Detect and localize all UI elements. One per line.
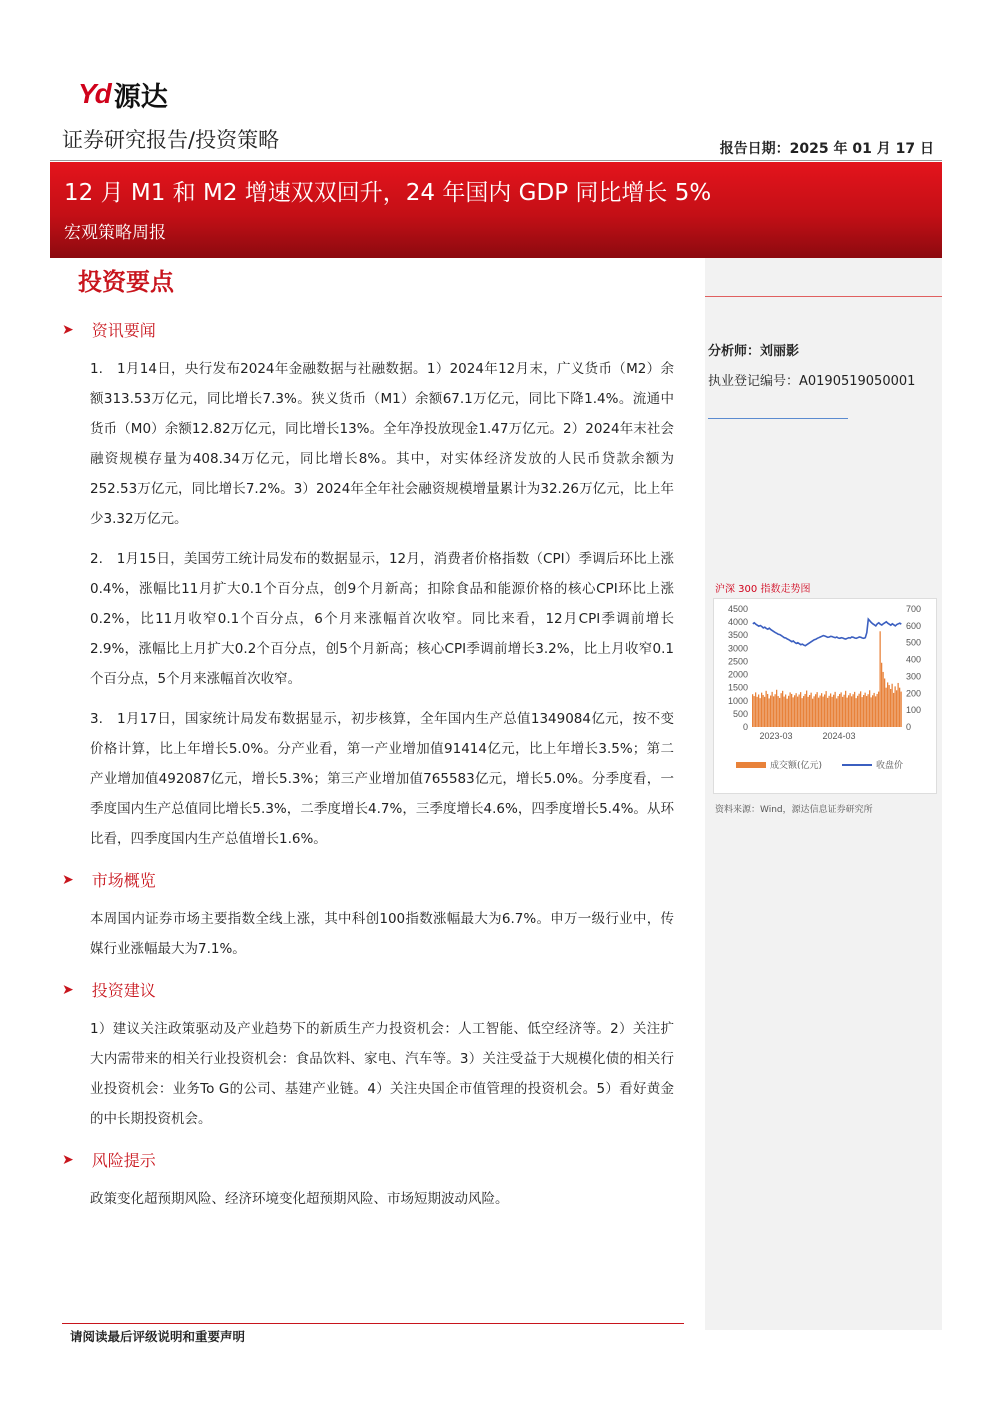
- volume-bar: [853, 694, 854, 727]
- volume-bar: [800, 692, 801, 727]
- volume-bar: [818, 698, 819, 727]
- volume-bar: [829, 696, 830, 727]
- volume-bar: [839, 694, 840, 727]
- section-heading-risk: [62, 1148, 156, 1171]
- volume-bar: [842, 697, 843, 727]
- volume-bar: [821, 693, 822, 727]
- section-main-title: 投资要点: [78, 268, 174, 296]
- volume-bar: [778, 696, 779, 727]
- market-paragraph: 本周国内证券市场主要指数全线上涨，其中科创100指数涨幅最大为6.7%。申万一级行业中，传媒行业涨幅最大为7.1%。: [90, 911, 674, 957]
- volume-bar: [796, 693, 797, 727]
- company-logo: [78, 78, 168, 113]
- analyst-name: 分析师：刘丽影: [708, 344, 800, 359]
- volume-bar: [764, 697, 765, 727]
- news-paragraph-1: 1. 1月14日，央行发布2024年金融数据与社融数据。1）2024年12月末，广义货币（M2）余额313.53万亿元，同比增长7.3%。狭义货币（M1）余额67.1万亿元，同比下降1.4%。流通中货币（M0）余额12.82万亿元，同比增长13%。全年净投放现金1.47万亿元。2）2024年末社会融资规模存量为408.34万亿元，同比增长8%。其中，对实体经济发放的人民币贷款余额为252.53万亿元，同比增长7.2%。3）2024年全年社会融资规模增量累计为32.26万亿元，比上年少3.32万亿元。: [90, 361, 674, 527]
- section-heading-advice: [62, 978, 156, 1001]
- volume-bar: [790, 692, 791, 727]
- volume-bar: [793, 697, 794, 727]
- volume-bar: [869, 690, 870, 727]
- volume-bar: [890, 689, 891, 727]
- volume-bar: [896, 690, 897, 727]
- y-right-tick-label: 300: [906, 671, 922, 682]
- volume-bar: [893, 693, 894, 727]
- volume-bar: [791, 694, 792, 727]
- volume-bar: [886, 688, 887, 727]
- volume-bar: [767, 694, 768, 727]
- volume-bar: [883, 672, 884, 727]
- volume-bar: [901, 692, 902, 727]
- y-right-tick-label: 600: [906, 620, 922, 631]
- volume-bar: [862, 697, 863, 727]
- volume-bar: [781, 693, 782, 727]
- volume-bar: [776, 690, 777, 727]
- y-right-tick-label: 700: [906, 604, 922, 614]
- volume-bar: [823, 697, 824, 727]
- y-left-tick-label: 4000: [727, 617, 748, 628]
- arrow-icon: ➤: [62, 1151, 74, 1168]
- section-heading-label: 市场概览: [91, 871, 156, 890]
- volume-bar: [814, 696, 815, 727]
- news-paragraph-3: 3. 1月17日，国家统计局发布数据显示，初步核算，全年国内生产总值1349084亿元，按不变价格计算，比上年增长5.0%。分产业看，第一产业增加值91414亿元，比上年增长3.5%；第二产业增加值492087亿元，增长5.3%；第三产业增加值765583亿元，增长5.0%。分季度看，一季度国内生产总值同比增长5.3%，二季度增长4.7%，三季度增长4.6%，四季度增长5.4%。从环比看，四季度国内生产总值增长1.6%。: [90, 711, 674, 847]
- volume-bar: [877, 694, 878, 727]
- volume-bar: [820, 696, 821, 727]
- volume-bar: [860, 691, 861, 727]
- legend-label-volume: 成交额(亿元): [770, 761, 823, 771]
- close-price-line: [753, 619, 902, 646]
- report-title: 12 月 M1 和 M2 增速双双回升，24 年国内 GDP 同比增长 5%: [64, 180, 712, 206]
- volume-bar: [769, 698, 770, 727]
- footer-divider: [62, 1323, 684, 1324]
- x-tick-label: 2024-03: [822, 731, 856, 741]
- section-heading-news: [62, 318, 156, 341]
- y-right-tick-label: 400: [906, 654, 922, 665]
- volume-bar: [782, 691, 783, 727]
- section-heading-label: 资讯要闻: [91, 321, 156, 340]
- volume-bar: [848, 695, 849, 727]
- csi300-chart: [714, 599, 936, 793]
- arrow-icon: ➤: [62, 981, 74, 998]
- volume-bar: [884, 678, 885, 727]
- y-left-tick-label: 0: [742, 722, 748, 732]
- volume-bar: [803, 696, 804, 727]
- volume-bar: [838, 696, 839, 727]
- volume-bar: [830, 693, 831, 727]
- volume-bar: [779, 698, 780, 727]
- volume-bar: [761, 693, 762, 727]
- volume-bar: [878, 692, 879, 727]
- chart-source: 资料来源：Wind，源达信息证券研究所: [715, 805, 873, 815]
- volume-bar: [863, 695, 864, 727]
- volume-bar: [857, 696, 858, 727]
- volume-bar: [772, 692, 773, 727]
- volume-bar: [770, 696, 771, 727]
- y-right-tick-label: 200: [906, 688, 922, 699]
- volume-bar: [766, 691, 767, 727]
- volume-bar: [787, 699, 788, 727]
- risk-paragraph: 政策变化超预期风险、经济环境变化超预期风险、市场短期波动风险。: [90, 1191, 509, 1207]
- volume-bar: [775, 694, 776, 727]
- volume-bar: [899, 688, 900, 727]
- volume-bar: [758, 694, 759, 727]
- volume-bar: [844, 695, 845, 727]
- volume-bar: [833, 695, 834, 727]
- volume-bar: [811, 693, 812, 727]
- volume-bar: [785, 694, 786, 727]
- footer-disclaimer: 请阅读最后评级说明和重要声明: [70, 1329, 246, 1344]
- volume-bar: [827, 698, 828, 727]
- y-left-tick-label: 3500: [727, 630, 748, 641]
- y-left-tick-label: 2000: [727, 669, 748, 680]
- volume-bar: [757, 697, 758, 727]
- volume-bar: [889, 685, 890, 727]
- volume-bar: [752, 694, 753, 727]
- sidebar-blue-divider: [708, 418, 848, 419]
- arrow-icon: ➤: [62, 871, 74, 888]
- volume-bar: [871, 697, 872, 727]
- volume-bar: [826, 691, 827, 727]
- volume-bar: [763, 695, 764, 727]
- sidebar: [705, 258, 942, 1330]
- y-left-tick-label: 3000: [727, 643, 748, 654]
- sidebar-divider: [705, 296, 942, 297]
- y-right-tick-label: 0: [906, 722, 912, 732]
- volume-bar: [865, 693, 866, 727]
- volume-bar: [850, 693, 851, 727]
- volume-bar: [812, 699, 813, 727]
- volume-bar: [845, 691, 846, 727]
- y-right-tick-label: 500: [906, 637, 922, 648]
- volume-bar: [887, 682, 888, 727]
- volume-bar: [836, 698, 837, 727]
- arrow-icon: ➤: [62, 321, 74, 338]
- volume-bar: [755, 692, 756, 727]
- volume-bar: [880, 631, 881, 727]
- volume-bar: [784, 697, 785, 727]
- volume-bar: [866, 696, 867, 727]
- logo-name: 源达: [113, 81, 168, 113]
- volume-bar: [799, 694, 800, 727]
- volume-bar: [797, 697, 798, 727]
- volume-bar: [872, 695, 873, 727]
- volume-bar: [805, 694, 806, 727]
- volume-bar: [892, 684, 893, 727]
- volume-bar: [773, 696, 774, 727]
- volume-bar: [808, 697, 809, 727]
- volume-bar: [895, 686, 896, 727]
- y-right-tick-label: 100: [906, 705, 922, 716]
- chart-title: 沪深 300 指数走势图: [715, 584, 811, 595]
- volume-bar: [824, 694, 825, 727]
- volume-bar: [809, 695, 810, 727]
- logo-mark: Yd: [78, 78, 110, 109]
- section-heading-label: 投资建议: [91, 981, 156, 1000]
- y-left-tick-label: 1500: [727, 682, 748, 693]
- report-date: 报告日期：2025 年 01 月 17 日: [719, 141, 934, 157]
- volume-bar: [874, 693, 875, 727]
- advice-paragraph: 1）建议关注政策驱动及产业趋势下的新质生产力投资机会：人工智能、低空经济等。2）关注扩大内需带来的相关行业投资机会：食品饮料、家电、汽车等。3）关注受益于大规模化债的相关行业投资机会：业务To G的公司、基建产业链。4）关注央国企市值管理的投资机会。5）看好黄金的中长期投资机会。: [90, 1021, 674, 1127]
- volume-bar: [847, 698, 848, 727]
- volume-bar: [815, 694, 816, 727]
- volume-bar: [835, 692, 836, 727]
- y-left-tick-label: 4500: [727, 604, 748, 614]
- volume-bar: [875, 696, 876, 727]
- volume-bar: [788, 696, 789, 727]
- chart-container: [713, 598, 937, 794]
- volume-bar: [754, 696, 755, 727]
- title-banner: [50, 162, 942, 258]
- volume-bar: [841, 692, 842, 727]
- volume-bar: [760, 698, 761, 727]
- y-left-tick-label: 1000: [727, 695, 748, 706]
- volume-bar: [832, 697, 833, 727]
- volume-bar: [851, 696, 852, 727]
- volume-bar: [859, 694, 860, 727]
- volume-bar: [898, 683, 899, 727]
- y-left-tick-label: 500: [732, 708, 748, 719]
- report-type: 证券研究报告/投资策略: [62, 128, 280, 152]
- volume-bar: [881, 663, 882, 727]
- y-left-tick-label: 2500: [727, 656, 748, 667]
- section-heading-label: 风险提示: [91, 1151, 156, 1170]
- header-divider: [50, 160, 942, 161]
- volume-bar: [817, 692, 818, 727]
- registration-number: 执业登记编号：A0190519050001: [708, 374, 916, 389]
- volume-bar: [868, 694, 869, 727]
- section-heading-market: [62, 868, 156, 891]
- legend-label-close: 收盘价: [876, 761, 904, 771]
- volume-bar: [802, 698, 803, 727]
- volume-bar: [856, 698, 857, 727]
- x-tick-label: 2023-03: [759, 731, 793, 741]
- legend-swatch-volume: [736, 762, 766, 768]
- volume-bar: [794, 695, 795, 727]
- volume-bar: [806, 691, 807, 727]
- volume-bar: [854, 692, 855, 727]
- report-subtitle: 宏观策略周报: [64, 223, 166, 243]
- news-paragraph-2: 2. 1月15日，美国劳工统计局发布的数据显示，12月，消费者价格指数（CPI）季调后环比上涨0.4%，涨幅比11月扩大0.1个百分点，创9个月新高；扣除食品和能源价格的核心CPI环比上涨0.2%，比11月收窄0.1个百分点，6个月来涨幅首次收窄。同比来看，12月CPI季调前增长2.9%，涨幅比上月扩大0.2个百分点，创5个月新高；核心CPI季调前增长3.2%，比上月收窄0.1个百分点，5个月来涨幅首次收窄。: [90, 551, 674, 687]
